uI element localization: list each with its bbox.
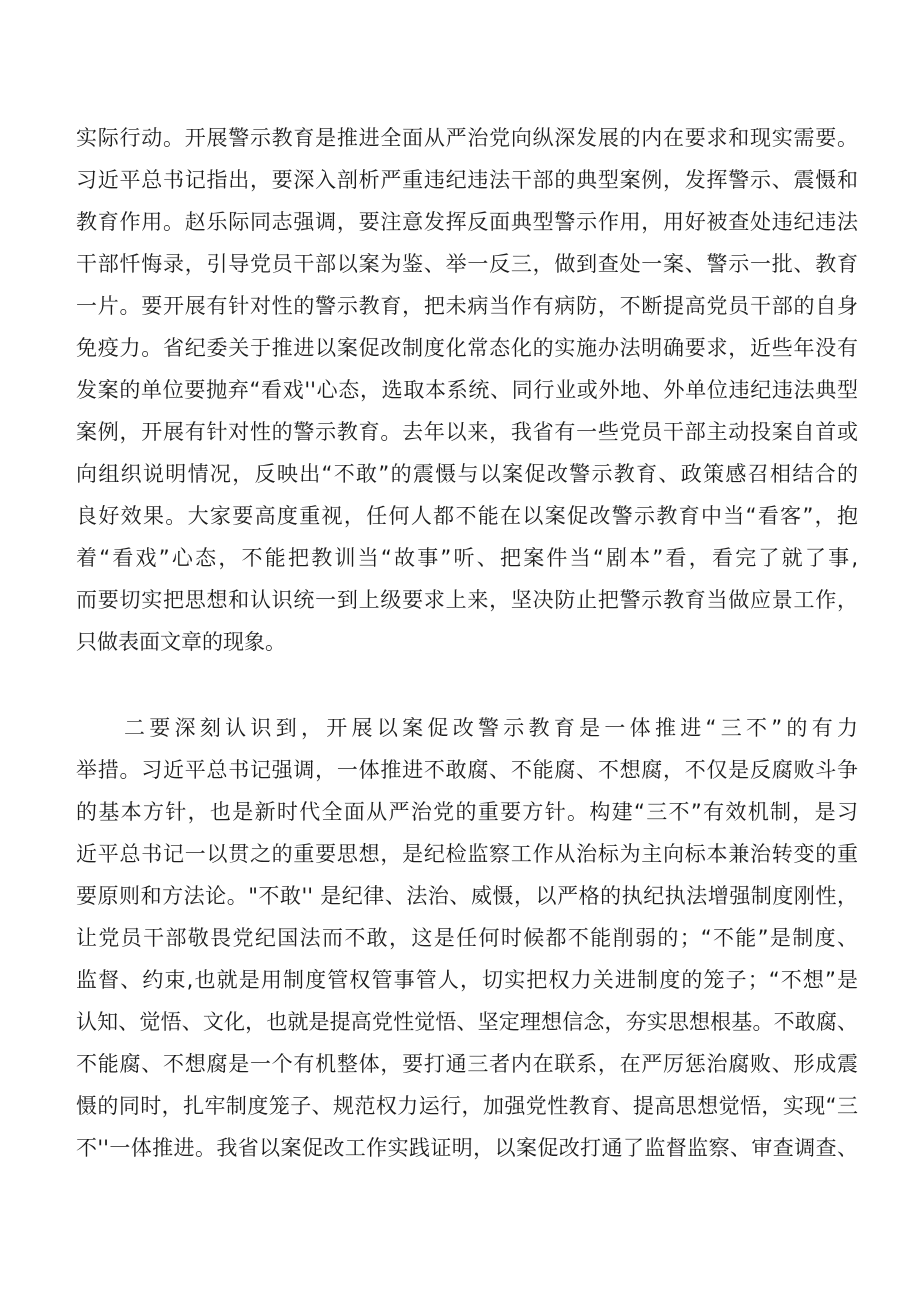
text-line: 着“看戏”心态，不能把教训当“故事”听、把案件当“剧本”看，看完了就了事, [76, 546, 858, 570]
text-line: 而要切实把思想和认识统一到上级要求上来，坚决防止把警示教育当做应景工作， [76, 588, 858, 612]
text-line: 认知、觉悟、文化，也就是提高党性觉悟、坚定理想信念，夯实思想根基。不敢腐、 [76, 1010, 858, 1034]
text-line: 近平总书记一以贯之的重要思想，是纪检监察工作从治标为主向标本兼治转变的重 [76, 842, 858, 866]
text-line: 免疫力。省纪委关于推进以案促改制度化常态化的实施办法明确要求，近些年没有 [76, 336, 858, 360]
text-line: 一片。要开展有针对性的警示教育，把未病当作有病防，不断提高党员干部的自身 [76, 294, 858, 318]
text-line: 二要深刻认识到，开展以案促改警示教育是一体推进“三不”的有力 [124, 716, 858, 740]
text-line: 案例，开展有针对性的警示教育。去年以来，我省有一些党员干部主动投案自首或 [76, 420, 858, 444]
text-line: 向组织说明情况，反映出“不敢”的震慑与以案促改警示教育、政策感召相结合的 [76, 462, 858, 486]
text-line: 举措。习近平总书记强调，一体推进不敢腐、不能腐、不想腐，不仅是反腐败斗争 [76, 758, 858, 782]
paragraph-1 [76, 117, 858, 663]
text-line: 要原则和方法论。"不敢'' 是纪律、法治、威慑，以严格的执纪执法增强制度刚性， [76, 884, 858, 908]
text-line: 实际行动。开展警示教育是推进全面从严治党向纵深发展的内在要求和现实需要。 [76, 126, 858, 150]
text-line: 不''一体推进。我省以案促改工作实践证明，以案促改打通了监督监察、审查调查、 [76, 1136, 858, 1160]
text-line: 习近平总书记指出，要深入剖析严重违纪违法干部的典型案例，发挥警示、震慑和 [76, 168, 858, 192]
text-line: 发案的单位要抛弃“看戏''心态，选取本系统、同行业或外地、外单位违纪违法典型 [76, 378, 858, 402]
text-line: 只做表面文章的现象。 [76, 630, 286, 654]
text-line: 良好效果。大家要高度重视，任何人都不能在以案促改警示教育中当“看客”，抱 [76, 504, 858, 528]
text-line: 监督、约束,也就是用制度管权管事管人，切实把权力关进制度的笼子；“不想”是 [76, 968, 858, 992]
paragraph-2 [76, 707, 858, 1169]
text-line: 不能腐、不想腐是一个有机整体，要打通三者内在联系，在严厉惩治腐败、形成震 [76, 1052, 858, 1076]
text-line: 干部忏悔录，引导党员干部以案为鉴、举一反三，做到查处一案、警示一批、教育 [76, 252, 858, 276]
text-line: 让党员干部敬畏党纪国法而不敢，这是任何时候都不能削弱的；“不能”是制度、 [76, 926, 858, 950]
text-line: 的基本方针，也是新时代全面从严治党的重要方针。构建“三不”有效机制，是习 [76, 800, 858, 824]
text-line: 慑的同时，扎牢制度笼子、规范权力运行，加强党性教育、提高思想觉悟，实现“三 [76, 1094, 858, 1118]
text-line: 教育作用。赵乐际同志强调，要注意发挥反面典型警示作用，用好被查处违纪违法 [76, 210, 858, 234]
